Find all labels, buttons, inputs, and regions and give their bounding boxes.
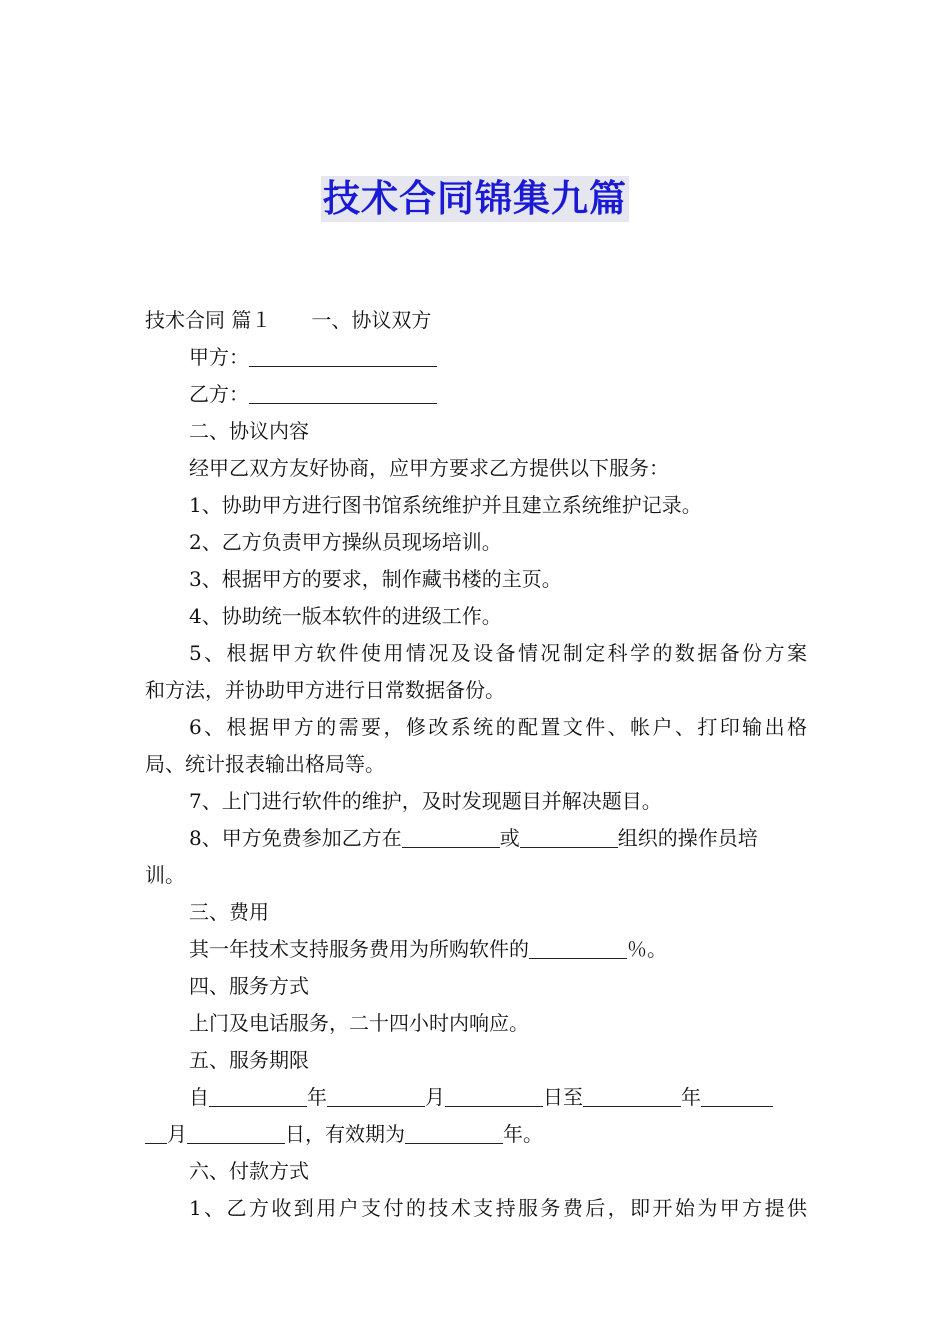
fee-text: 其一年技术支持服务费用为所购软件的 [189, 937, 529, 961]
fill-blank [405, 1119, 503, 1144]
section-heading: 一、协议双方 [311, 308, 432, 332]
item8-text: 或 [499, 826, 520, 850]
party-a-line [145, 339, 807, 376]
section-heading: 三、费用 [189, 900, 269, 924]
item8-text: 组织的操作员培 [617, 826, 758, 850]
fill-blank [583, 1082, 681, 1107]
party-a-label: 甲方： [189, 345, 249, 369]
term-text: 月 [425, 1085, 445, 1109]
list-item-continuation: 和方法，并协助甲方进行日常数据备份。 [145, 678, 505, 702]
fill-blank [209, 1082, 307, 1107]
fill-blank [445, 1082, 543, 1107]
list-item: 1、乙方收到用户支付的技术支持服务费后，即开始为甲方提供 [189, 1196, 807, 1220]
party-b-blank [249, 379, 437, 404]
fee-line [145, 931, 807, 968]
fill-blank [701, 1082, 773, 1107]
party-b-label: 乙方： [189, 382, 249, 406]
list-item-continuation: 训。 [145, 863, 185, 887]
party-a-blank [249, 342, 437, 367]
term-line-continuation [145, 1116, 807, 1153]
paragraph: 上门及电话服务，二十四小时内响应。 [189, 1011, 529, 1035]
list-item-continuation: 局、统计报表输出格局等。 [145, 752, 385, 776]
list-item [145, 820, 807, 857]
section-heading: 四、服务方式 [189, 974, 309, 998]
term-text: 自 [189, 1085, 209, 1109]
list-item: 3、根据甲方的要求，制作藏书楼的主页。 [189, 567, 562, 591]
list-item: 1、协助甲方进行图书馆系统维护并且建立系统维护记录。 [189, 493, 702, 517]
fill-blank [187, 1119, 285, 1144]
term-text: 月 [167, 1122, 187, 1146]
list-item: 5、根据甲方软件使用情况及设备情况制定科学的数据备份方案 [189, 641, 807, 665]
list-item: 2、乙方负责甲方操纵员现场培训。 [189, 530, 502, 554]
list-item: 7、上门进行软件的维护，及时发现题目并解决题目。 [189, 789, 662, 813]
fill-blank [327, 1082, 425, 1107]
item8-text: 8、甲方免费参加乙方在 [189, 826, 402, 850]
term-text: 日至 [543, 1085, 583, 1109]
part-heading: 技术合同 篇１ [145, 308, 272, 332]
section-heading: 六、付款方式 [189, 1159, 309, 1183]
term-text: 年 [681, 1085, 701, 1109]
fill-blank [520, 823, 618, 848]
section-heading: 五、服务期限 [189, 1048, 309, 1072]
fill-blank [145, 1119, 167, 1144]
list-item: 4、协助统一版本软件的进级工作。 [189, 604, 502, 628]
fee-text: ％。 [627, 937, 667, 961]
list-item: 6、根据甲方的需要，修改系统的配置文件、帐户、打印输出格 [189, 715, 807, 739]
term-line [145, 1079, 807, 1116]
fill-blank [529, 934, 627, 959]
term-text: 年 [307, 1085, 327, 1109]
paragraph: 经甲乙双方友好协商，应甲方要求乙方提供以下服务： [189, 456, 669, 480]
party-b-line [145, 376, 807, 413]
document-title: 技术合同锦集九篇 [323, 177, 627, 220]
term-text: 日，有效期为 [285, 1122, 405, 1146]
term-text: 年。 [503, 1122, 543, 1146]
heading-line [145, 302, 807, 339]
fill-blank [402, 823, 500, 848]
section-heading: 二、协议内容 [189, 419, 309, 443]
document-body [145, 302, 807, 1227]
